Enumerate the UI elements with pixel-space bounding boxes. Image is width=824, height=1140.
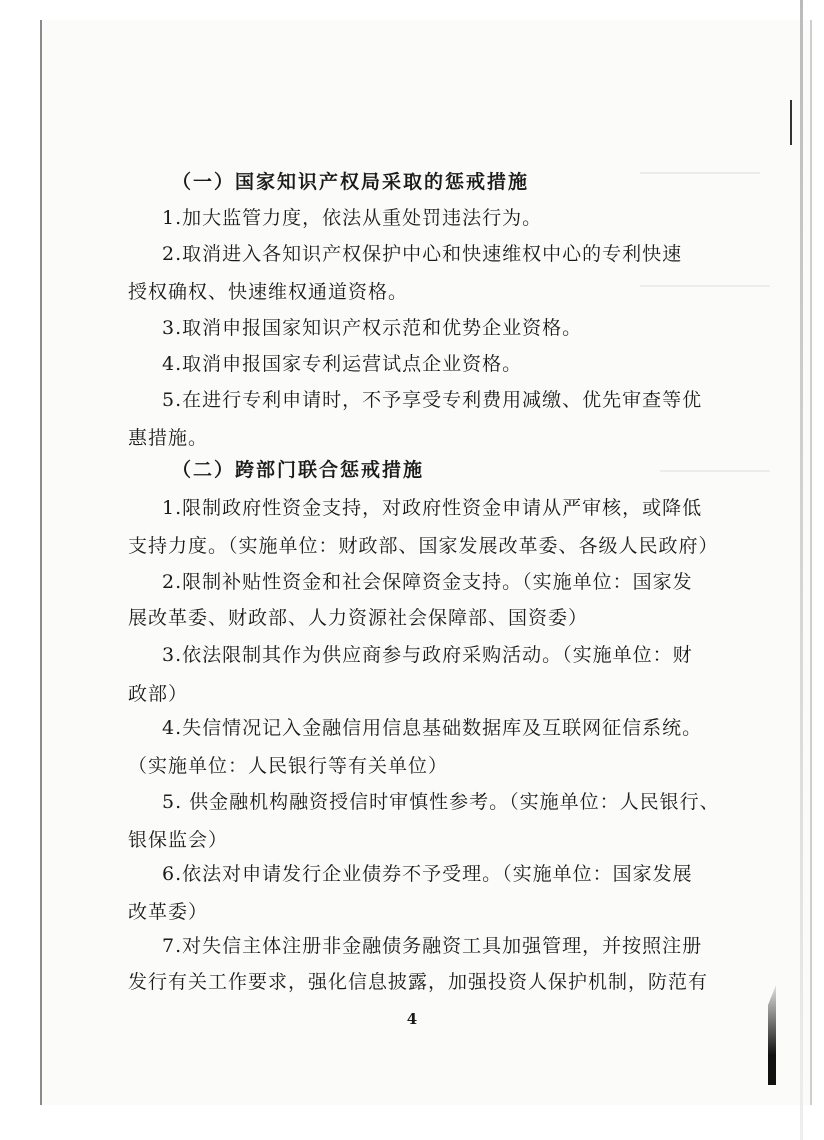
bleed-through bbox=[640, 285, 770, 287]
scan-edge bbox=[800, 0, 803, 1140]
paragraph-line: 惠措施。 bbox=[128, 427, 209, 449]
paragraph-line: 政部） bbox=[128, 683, 189, 705]
paragraph-line: 展改革委、财政部、人力资源社会保障部、国资委） bbox=[128, 607, 589, 629]
bleed-through bbox=[640, 172, 760, 174]
paragraph-line: 1.加大监管力度，依法从重处罚违法行为。 bbox=[162, 207, 543, 229]
paragraph-line: 5. 供金融机构融资授信时审慎性参考。（实施单位：人民银行、 bbox=[162, 791, 720, 813]
paragraph-line: 银保监会） bbox=[128, 829, 229, 851]
paragraph-line: （实施单位：人民银行等有关单位） bbox=[128, 755, 449, 777]
section-heading-2: （二）跨部门联合惩戒措施 bbox=[172, 459, 425, 481]
paragraph-line: 2.限制补贴性资金和社会保障资金支持。（实施单位：国家发 bbox=[162, 571, 693, 593]
paragraph-line: 1.限制政府性资金支持，对政府性资金申请从严审核，或降低 bbox=[162, 497, 703, 519]
scan-mark-top bbox=[790, 100, 792, 145]
paragraph-line: 4.取消申报国家专利运营试点企业资格。 bbox=[162, 353, 523, 375]
paragraph-line: 4.失信情况记入金融信用信息基础数据库及互联网征信系统。 bbox=[162, 717, 703, 739]
bleed-through bbox=[660, 470, 770, 472]
paragraph-line: 授权确权、快速维权通道资格。 bbox=[128, 281, 409, 303]
paragraph-line: 7.对失信主体注册非金融债务融资工具加强管理，并按照注册 bbox=[162, 935, 703, 957]
paragraph-line: 2.取消进入各知识产权保护中心和快速维权中心的专利快速 bbox=[162, 243, 683, 265]
paragraph-line: 支持力度。（实施单位：财政部、国家发展改革委、各级人民政府） bbox=[128, 535, 719, 557]
paragraph-line: 5.在进行专利申请时，不予享受专利费用减缴、优先审查等优 bbox=[162, 389, 703, 411]
paragraph-line: 3.依法限制其作为供应商参与政府采购活动。（实施单位：财 bbox=[162, 644, 693, 666]
paragraph-line: 改革委） bbox=[128, 901, 209, 923]
paragraph-line: 发行有关工作要求，强化信息披露，加强投资人保护机制，防范有 bbox=[128, 971, 709, 993]
section-heading-1: （一）国家知识产权局采取的惩戒措施 bbox=[172, 171, 530, 193]
page-number: 4 bbox=[406, 1010, 418, 1028]
paragraph-line: 3.取消申报国家知识产权示范和优势企业资格。 bbox=[162, 317, 583, 339]
paragraph-line: 6.依法对申请发行企业债券不予受理。（实施单位：国家发展 bbox=[162, 863, 693, 885]
